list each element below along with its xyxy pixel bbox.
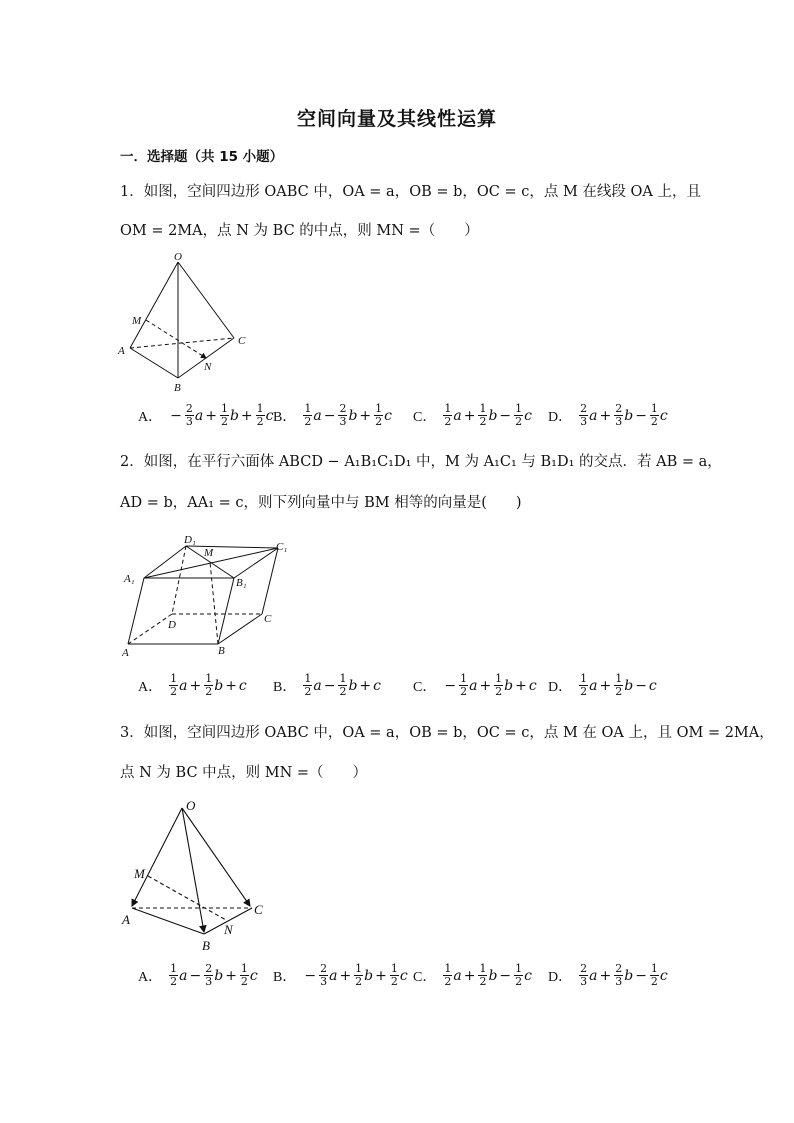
fraction-denominator: 2 — [170, 975, 178, 988]
fraction-denominator: 2 — [495, 685, 503, 698]
q2-label-b1: B₁ — [236, 577, 247, 589]
q2-label-a1: A₁ — [124, 573, 135, 585]
term-sign: + — [359, 677, 372, 694]
fraction — [338, 673, 347, 698]
fraction-numerator: 1 — [304, 672, 312, 685]
fraction — [514, 403, 523, 428]
q3-label-n: N — [224, 922, 233, 937]
option-letter: A． — [138, 409, 163, 425]
fraction — [478, 403, 487, 428]
fraction-denominator: 2 — [515, 975, 523, 988]
q3-label-m: M — [134, 866, 145, 881]
vector-symbol: c — [399, 967, 408, 984]
fraction-denominator: 2 — [355, 975, 363, 988]
term-sign: + — [599, 677, 612, 694]
q3-label-a: A — [122, 912, 130, 927]
q2-label-m: M — [204, 547, 214, 559]
fraction-denominator: 2 — [580, 685, 588, 698]
q1-label-a: A — [118, 345, 125, 357]
fraction-numerator: 1 — [220, 402, 228, 415]
option-letter: B． — [273, 409, 297, 425]
vector-symbol: c — [524, 967, 532, 984]
vector-symbol: c — [659, 967, 668, 984]
q2-label-b: B — [218, 645, 225, 657]
term-sign: − — [323, 407, 336, 424]
fraction — [338, 403, 347, 428]
q2-label-a: A — [122, 647, 129, 659]
fraction-denominator: 2 — [479, 975, 487, 988]
fraction — [185, 403, 194, 428]
term-sign: + — [463, 967, 476, 984]
option-letter: D． — [548, 679, 573, 695]
fraction-numerator: 1 — [515, 402, 523, 415]
q3-option-b[interactable] — [273, 963, 408, 988]
fraction-numerator: 1 — [170, 962, 178, 975]
term-sign: − — [323, 677, 336, 694]
q3-stem-line1: 3．如图，空间四边形 OABC 中，OA = a，OB = b，OC = c，点 M 在 OA 上，且 OM = 2MA， — [120, 725, 774, 741]
term-sign: − — [304, 967, 317, 984]
fraction-denominator: 3 — [185, 415, 193, 428]
option-letter: C． — [413, 409, 437, 425]
fraction — [204, 963, 213, 988]
fraction-numerator: 1 — [355, 962, 363, 975]
fraction-numerator: 1 — [375, 402, 383, 415]
q1-vector-mn — [146, 320, 206, 358]
fraction — [579, 403, 588, 428]
fraction-numerator: 1 — [460, 672, 468, 685]
term-sign: + — [225, 967, 237, 984]
fraction-denominator: 2 — [615, 685, 623, 698]
vector-symbol: a — [313, 677, 322, 694]
q1-label-o: O — [174, 251, 182, 263]
fraction-denominator: 2 — [220, 415, 228, 428]
vector-symbol: a — [469, 677, 478, 694]
fraction-numerator: 2 — [185, 402, 193, 415]
fraction-denominator: 2 — [650, 415, 658, 428]
vector-symbol: c — [528, 677, 537, 694]
vector-symbol: a — [179, 677, 188, 694]
vector-symbol: c — [384, 407, 392, 424]
fraction — [220, 403, 229, 428]
term-sign: − — [635, 407, 647, 424]
fraction-numerator: 2 — [615, 402, 623, 415]
fraction-numerator: 2 — [205, 962, 213, 975]
option-letter: D． — [548, 969, 573, 985]
fraction — [303, 673, 312, 698]
q1-edge-ab — [130, 348, 178, 378]
fraction-denominator: 3 — [580, 415, 588, 428]
fraction-denominator: 2 — [375, 415, 383, 428]
option-letter: A． — [138, 679, 163, 695]
fraction-numerator: 1 — [495, 672, 503, 685]
term-sign: − — [444, 677, 457, 694]
q1-option-a[interactable] — [138, 403, 274, 428]
vector-symbol: a — [589, 967, 598, 984]
fraction-numerator: 2 — [339, 402, 347, 415]
vector-symbol: c — [648, 677, 657, 694]
q1-edge-oa — [130, 262, 178, 348]
term-sign: + — [225, 677, 237, 694]
option-letter: B． — [273, 679, 297, 695]
fraction-numerator: 1 — [339, 672, 347, 685]
q3-label-o: O — [186, 798, 196, 813]
fraction-numerator: 2 — [580, 962, 588, 975]
q3-tetrahedron-figure — [118, 796, 278, 956]
fraction-denominator: 2 — [444, 415, 452, 428]
option-letter: C． — [413, 969, 437, 985]
fraction-numerator: 1 — [170, 672, 178, 685]
fraction — [319, 963, 328, 988]
term-sign: − — [189, 967, 202, 984]
vector-symbol: b — [488, 967, 498, 984]
fraction-numerator: 1 — [256, 402, 264, 415]
q1-tetrahedron-figure — [112, 250, 262, 395]
q1-edge-oc — [178, 262, 234, 338]
term-sign: + — [463, 407, 476, 424]
page-title: 空间向量及其线性运算 — [296, 108, 497, 130]
option-letter: D． — [548, 409, 573, 425]
vector-symbol: c — [524, 407, 532, 424]
fraction — [459, 673, 468, 698]
q1-option-c[interactable] — [413, 403, 532, 428]
fraction-denominator: 2 — [479, 415, 487, 428]
q2-option-c[interactable] — [413, 673, 537, 698]
fraction-numerator: 1 — [615, 672, 623, 685]
term-sign: + — [205, 407, 217, 424]
vector-symbol: b — [364, 967, 374, 984]
fraction-denominator: 2 — [339, 685, 347, 698]
vector-symbol: a — [313, 407, 322, 424]
term-sign: + — [375, 967, 387, 984]
fraction-denominator: 2 — [240, 975, 248, 988]
q3-option-c[interactable] — [413, 963, 532, 988]
vector-symbol: a — [453, 407, 462, 424]
term-sign: + — [189, 677, 202, 694]
term-sign: − — [499, 407, 512, 424]
vector-symbol: a — [329, 967, 338, 984]
fraction-numerator: 2 — [615, 962, 623, 975]
vector-symbol: b — [214, 967, 224, 984]
fraction-numerator: 1 — [479, 402, 487, 415]
fraction — [256, 403, 265, 428]
term-sign: − — [635, 967, 647, 984]
fraction-denominator: 3 — [615, 415, 623, 428]
vector-symbol: b — [348, 677, 358, 694]
vector-symbol: b — [214, 677, 224, 694]
term-sign: + — [359, 407, 372, 424]
term-sign: − — [635, 677, 647, 694]
option-letter: C． — [413, 679, 437, 695]
fraction-denominator: 2 — [444, 975, 452, 988]
q2-label-c1: C₁ — [276, 541, 288, 553]
fraction-numerator: 2 — [320, 962, 328, 975]
q1-option-b[interactable] — [273, 403, 392, 428]
term-sign: + — [515, 677, 527, 694]
fraction-numerator: 1 — [390, 962, 398, 975]
term-sign: − — [499, 967, 512, 984]
q2-option-b[interactable] — [273, 673, 381, 698]
vector-symbol: b — [504, 677, 514, 694]
fraction — [169, 963, 178, 988]
term-sign: + — [240, 407, 253, 424]
fraction — [354, 963, 363, 988]
fraction-numerator: 2 — [580, 402, 588, 415]
q2-stem-line1: 2．如图，在平行六面体 ABCD − A₁B₁C₁D₁ 中，M 为 A₁C₁ 与 B₁D₁ 的交点．若 AB = a， — [120, 454, 722, 470]
vector-symbol: a — [589, 677, 598, 694]
fraction — [443, 963, 452, 988]
fraction — [614, 403, 623, 428]
q2-stem-line2: AD = b，AA₁ = c，则下列向量中与 BM 相等的向量是( ) — [120, 495, 522, 511]
vector-symbol: b — [229, 407, 239, 424]
fraction-denominator: 3 — [339, 415, 347, 428]
vector-symbol: b — [488, 407, 498, 424]
fraction-denominator: 2 — [256, 415, 264, 428]
fraction-numerator: 1 — [650, 402, 658, 415]
fraction-numerator: 1 — [650, 962, 658, 975]
fraction-denominator: 2 — [515, 415, 523, 428]
fraction-numerator: 1 — [444, 962, 452, 975]
fraction-numerator: 1 — [479, 962, 487, 975]
vector-symbol: c — [373, 677, 381, 694]
fraction-numerator: 1 — [304, 402, 312, 415]
vector-symbol: b — [348, 407, 358, 424]
q2-label-d1: D₁ — [184, 534, 196, 546]
fraction-denominator: 3 — [205, 975, 213, 988]
vector-symbol: b — [624, 967, 634, 984]
fraction — [614, 673, 623, 698]
term-sign: + — [599, 967, 612, 984]
fraction — [514, 963, 523, 988]
fraction — [478, 963, 487, 988]
fraction — [374, 403, 383, 428]
vector-symbol: c — [249, 967, 258, 984]
q1-label-b: B — [174, 382, 181, 394]
fraction-denominator: 2 — [170, 685, 178, 698]
fraction — [579, 963, 588, 988]
fraction-denominator: 2 — [304, 685, 312, 698]
fraction-numerator: 1 — [205, 672, 213, 685]
fraction — [443, 403, 452, 428]
fraction-denominator: 2 — [304, 415, 312, 428]
fraction — [650, 963, 659, 988]
fraction-denominator: 3 — [580, 975, 588, 988]
fraction — [390, 963, 399, 988]
fraction-numerator: 1 — [444, 402, 452, 415]
fraction — [169, 673, 178, 698]
term-sign: + — [339, 967, 352, 984]
vector-symbol: b — [624, 677, 634, 694]
section-heading: 一．选择题（共 15 小题） — [120, 149, 284, 165]
fraction-numerator: 1 — [240, 962, 248, 975]
fraction-denominator: 3 — [320, 975, 328, 988]
q1-stem-line2: OM = 2MA，点 N 为 BC 的中点，则 MN =（ ） — [120, 223, 479, 239]
q3-label-c: C — [254, 902, 263, 917]
q2-label-d: D — [168, 619, 176, 631]
fraction-numerator: 1 — [580, 672, 588, 685]
q1-label-c: C — [238, 335, 246, 347]
fraction — [303, 403, 312, 428]
fraction-denominator: 2 — [205, 685, 213, 698]
option-letter: A． — [138, 969, 163, 985]
fraction — [579, 673, 588, 698]
q3-stem-line2: 点 N 为 BC 中点，则 MN =（ ） — [120, 765, 368, 781]
q1-label-m: M — [132, 315, 142, 327]
q1-option-d[interactable] — [548, 403, 668, 428]
fraction-denominator: 2 — [390, 975, 398, 988]
q1-label-n: N — [204, 361, 212, 373]
term-sign: − — [170, 407, 182, 424]
q2-label-c: C — [264, 613, 272, 625]
fraction-denominator: 2 — [650, 975, 658, 988]
fraction — [650, 403, 659, 428]
fraction-denominator: 3 — [615, 975, 623, 988]
vector-symbol: b — [624, 407, 634, 424]
q2-option-a[interactable] — [138, 673, 247, 698]
vector-symbol: c — [659, 407, 668, 424]
q3-option-d[interactable] — [548, 963, 668, 988]
q1-stem-line1: 1．如图，空间四边形 OABC 中，OA = a，OB = b，OC = c，点 M 在线段 OA 上，且 — [120, 184, 701, 200]
fraction — [614, 963, 623, 988]
vector-symbol: a — [179, 967, 188, 984]
fraction — [494, 673, 503, 698]
q3-label-b: B — [202, 938, 210, 953]
term-sign: + — [479, 677, 492, 694]
term-sign: + — [599, 407, 612, 424]
vector-symbol: c — [238, 677, 247, 694]
fraction — [204, 673, 213, 698]
option-letter: B． — [273, 969, 297, 985]
vector-symbol: a — [453, 967, 462, 984]
vector-symbol: a — [194, 407, 204, 424]
q3-option-a[interactable] — [138, 963, 258, 988]
fraction — [240, 963, 249, 988]
fraction-denominator: 2 — [460, 685, 468, 698]
vector-symbol: a — [589, 407, 598, 424]
fraction-numerator: 1 — [515, 962, 523, 975]
q2-parallelepiped-figure — [118, 532, 298, 660]
vector-symbol: c — [265, 407, 274, 424]
q2-option-d[interactable] — [548, 673, 657, 698]
